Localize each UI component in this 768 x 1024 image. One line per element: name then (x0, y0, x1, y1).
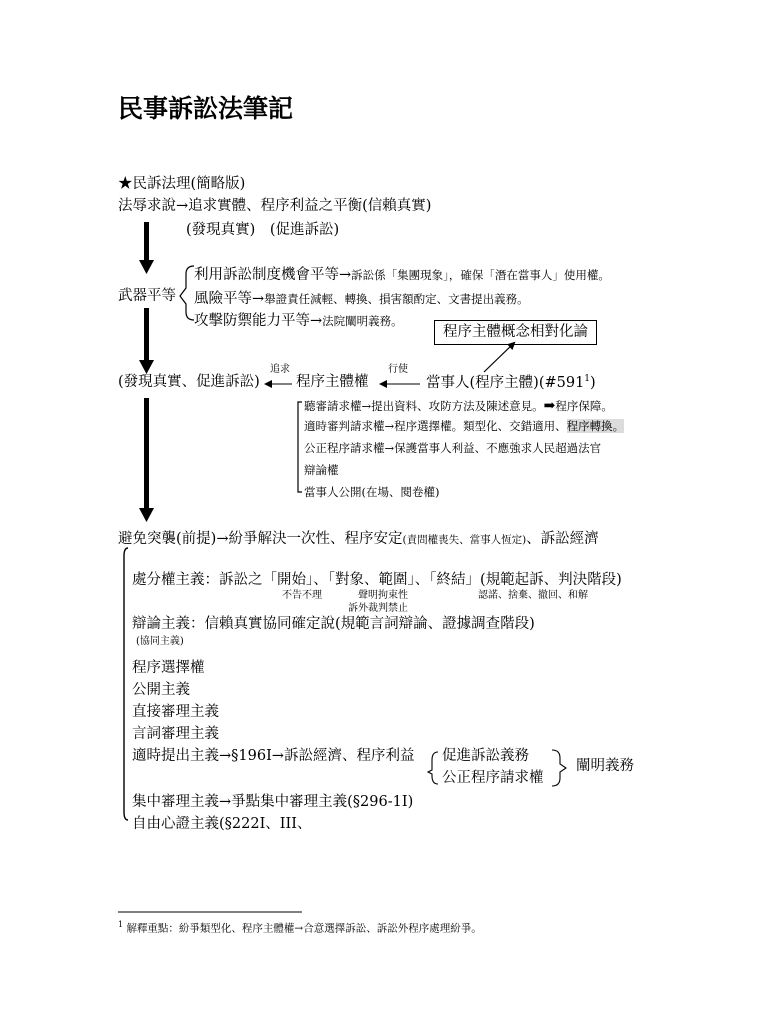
disposition-note-1: 不告不理 (282, 590, 322, 601)
thick-arrow-icon: ➡ (543, 398, 556, 414)
rights-bracket (298, 402, 302, 492)
debate-line: 辯論主義：信賴真實協同確定說(規範言詞辯論、證據調查階段) (132, 616, 535, 632)
weapon-item-1: 利用訴訟制度機會平等→訴訟係「集團現象」，確保「潛在當事人」使用權。 (194, 267, 610, 283)
weapon-item-3: 攻擊防禦能力平等→法院闡明義務。 (194, 313, 403, 329)
down-arrow-2 (139, 308, 154, 374)
weapon-item-2: 風險平等→舉證責任減輕、轉換、損害額酌定、文書提出義務。 (194, 291, 529, 307)
disposition-note-3: 訴外裁判禁止 (348, 603, 408, 614)
principle-3: 直接審理主義 (132, 704, 219, 720)
subject-left: (發現真實、促進訴訟) (118, 374, 260, 390)
box-arrow (484, 343, 514, 372)
right-debate: 辯論權 (304, 463, 339, 477)
law-line: 法辱求說→追求實體、程序利益之平衡(信賴真實) (118, 198, 432, 214)
weapon-bracket (180, 266, 194, 320)
disposition-note-4: 認諾、捨棄、撤回、和解 (478, 590, 588, 601)
clarify-brace (552, 750, 566, 786)
footnote-ref: 1 (584, 374, 591, 384)
footnote-mark: 1 (118, 920, 124, 929)
principles-bracket (124, 548, 128, 820)
avoid-line: 避免突襲(前提)→紛爭解決一次性、程序安定(責問權喪失、當事人恆定)、訴訟經濟 (118, 531, 599, 547)
duty-promote: 促進訴訟義務 (442, 748, 529, 764)
clarify-duty: 闡明義務 (576, 758, 634, 774)
duties-bracket (428, 752, 438, 784)
duty-fair: 公正程序請求權 (442, 770, 544, 786)
principle-4: 言詞審理主義 (132, 726, 219, 742)
disposition-note-2: 聲明拘束性 (358, 590, 408, 601)
discover-line: (發現真實) (促進訴訟) (186, 222, 340, 238)
exercise-label: 行使 (388, 364, 408, 375)
section-heading: ★民訴法理(簡略版) (118, 176, 246, 192)
right-timely: 適時審判請求權→程序選擇權。類型化、交錯適用、程序轉換。 (304, 419, 625, 433)
free-evidence-line: 自由心證主義(§222I、III、 (132, 816, 312, 832)
disposition-line: 處分權主義：訴訟之「開始」、「對象、範圍」、「終結」(規範起訴、判決階段) (132, 572, 622, 588)
right-public: 當事人公開(在場、閱卷權) (304, 485, 440, 499)
footnote: $^1$ 解釋重點：紛爭類型化、程序主體權→合意選擇訴訟、訴訟外程序處理紛爭。 (118, 920, 482, 935)
down-arrow-1 (139, 222, 154, 274)
right-fair: 公正程序請求權→保護當事人利益、不應強求人民超過法官 (304, 441, 602, 455)
subject-center: 程序主體權 (296, 374, 369, 390)
page-title: 民事訴訟法筆記 (118, 94, 294, 123)
concentrated-line: 集中審理主義→爭點集中審理主義(§296-1I) (132, 794, 414, 810)
principle-2: 公開主義 (132, 682, 190, 698)
weapon-label: 武器平等 (118, 288, 176, 304)
timely-line: 適時提出主義→§196I→訴訟經濟、程序利益 (132, 748, 415, 764)
relativization-box: 程序主體概念相對化論 (434, 320, 597, 345)
right-hearing: 聽審請求權→提出資料、攻防方法及陳述意見。➡程序保障。 (304, 398, 613, 414)
down-arrow-3 (139, 398, 154, 522)
pursue-label: 追求 (270, 364, 290, 375)
principle-1: 程序選擇權 (132, 660, 205, 676)
subject-right: 當事人(程序主體)$(\#591^1)$ (426, 374, 596, 391)
debate-note: (協同主義) (136, 636, 184, 647)
